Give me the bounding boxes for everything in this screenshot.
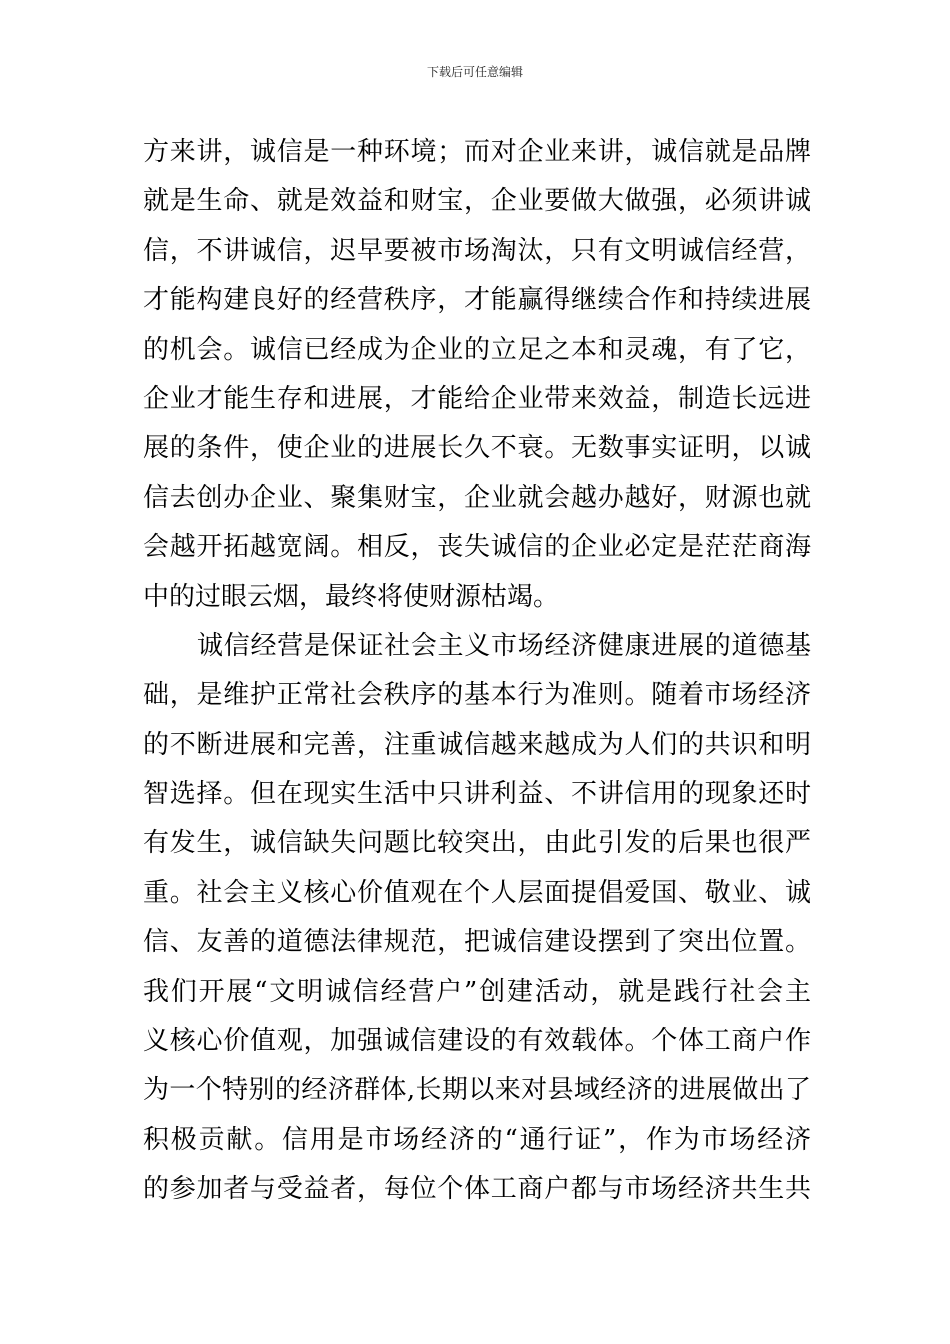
text-line: 才能构建良好的经营秩序，才能赢得继续合作和持续进展 xyxy=(143,285,811,316)
text-line: 为一个特别的经济群体,长期以来对县域经济的进展做出了 xyxy=(143,1075,811,1106)
text-line: 的参加者与受益者，每位个体工商户都与市场经济共生共 xyxy=(143,1174,811,1205)
text-line: 重。社会主义核心价值观在个人层面提倡爱国、敬业、诚 xyxy=(143,877,811,908)
text-line: 信去创办企业、聚集财宝，企业就会越办越好，财源也就 xyxy=(143,482,811,513)
text-line: 信、友善的道德法律规范，把诚信建设摆到了突出位置。 xyxy=(143,927,811,958)
text-line: 智选择。但在现实生活中只讲利益、不讲信用的现象还时 xyxy=(143,779,811,810)
text-line: 企业才能生存和进展，才能给企业带来效益，制造长远进 xyxy=(143,383,811,414)
text-line: 信，不讲诚信，迟早要被市场淘汰，只有文明诚信经营， xyxy=(143,235,811,266)
page-header-note: 下载后可任意编辑 xyxy=(426,65,523,79)
text-line: 就是生命、就是效益和财宝，企业要做大做强，必须讲诚 xyxy=(143,186,811,217)
text-line: 的机会。诚信已经成为企业的立足之本和灵魂，有了它， xyxy=(143,334,811,365)
text-line: 展的条件，使企业的进展长久不衰。无数事实证明，以诚 xyxy=(143,433,811,464)
text-line: 有发生，诚信缺失问题比较突出，由此引发的后果也很严 xyxy=(143,828,811,859)
text-line: 会越开拓越宽阔。相反，丧失诚信的企业必定是茫茫商海 xyxy=(143,532,811,563)
text-line: 中的过眼云烟，最终将使财源枯竭。 xyxy=(143,581,560,612)
text-line: 义核心价值观，加强诚信建设的有效载体。个体工商户作 xyxy=(143,1026,811,1057)
paragraph-start-line: 诚信经营是保证社会主义市场经济健康进展的道德基 xyxy=(197,630,811,661)
text-line: 础，是维护正常社会秩序的基本行为准则。随着市场经济 xyxy=(143,680,811,711)
text-line: 我们开展“文明诚信经营户”创建活动，就是践行社会主 xyxy=(143,976,811,1007)
text-line: 积极贡献。信用是市场经济的“通行证”，作为市场经济 xyxy=(143,1124,811,1155)
document-body xyxy=(143,128,811,1215)
text-line: 的不断进展和完善，注重诚信越来越成为人们的共识和明 xyxy=(143,729,811,760)
text-line: 方来讲，诚信是一种环境；而对企业来讲，诚信就是品牌 xyxy=(143,137,811,167)
